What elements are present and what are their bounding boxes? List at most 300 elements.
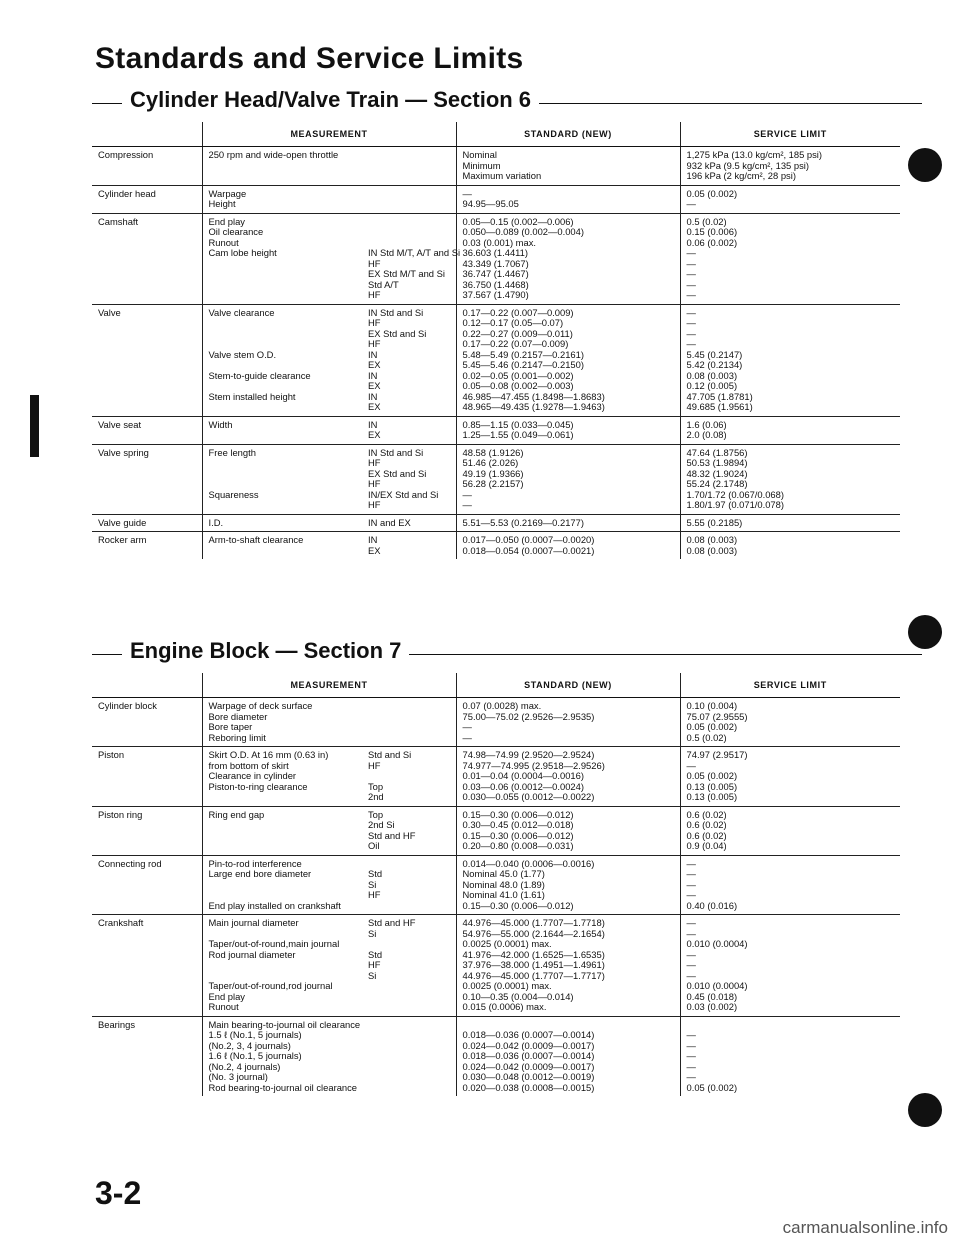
- standard-cell: [456, 532, 680, 560]
- service-limit-line: [687, 1020, 897, 1031]
- condition-line: HF: [368, 499, 381, 510]
- section7-table: [92, 673, 900, 1096]
- condition-line: [368, 1083, 452, 1094]
- service-limit-cell: [680, 855, 900, 915]
- service-limit-cell: [680, 915, 900, 1017]
- service-limit-line: —: [686, 289, 696, 300]
- service-limit-line: 55.24 (2.1748): [686, 478, 748, 489]
- standard-line: 0.05—0.15 (0.002—0.006): [462, 215, 574, 227]
- condition-line: [368, 150, 452, 161]
- standard-line: 37.976—38.000 (1.4951—1.4961): [462, 959, 605, 970]
- condition-line: HF: [368, 289, 381, 300]
- watermark: carmanualsonline.info: [782, 1218, 948, 1237]
- measurement-line: Valve clearance: [208, 306, 275, 318]
- table-row: [92, 698, 900, 747]
- row-item-label: Connecting rod: [92, 855, 202, 915]
- measurement-line: Height: [208, 198, 236, 209]
- measurement-line: Stem-to-guide clearance: [208, 369, 311, 381]
- service-limit-cell: [680, 1016, 900, 1096]
- service-limit-line: 0.5 (0.02): [686, 215, 727, 227]
- measurement-line: Pin-to-rod interference: [208, 857, 302, 869]
- measurement-line: (No.2, 4 journals): [208, 1060, 281, 1072]
- condition-cell: [362, 1016, 456, 1096]
- row-item-label: Camshaft: [92, 213, 202, 304]
- standard-line: —: [462, 721, 472, 732]
- standard-line: 75.00—75.02 (2.9526—2.9535): [462, 710, 595, 722]
- service-limit-line: 49.685 (1.9561): [686, 401, 753, 412]
- service-limit-line: 47.705 (1.8781): [686, 390, 753, 402]
- standard-line: 0.030—0.055 (0.0012—0.0022): [462, 791, 595, 802]
- condition-cell: [362, 698, 456, 747]
- row-item-label: Cylinder block: [98, 700, 157, 711]
- section7-title: Engine Block — Section 7: [122, 638, 409, 664]
- measurement-line: Taper/out-of-round,main journal: [208, 938, 340, 949]
- condition-line: [368, 1020, 452, 1031]
- standard-line: 36.750 (1.4468): [462, 278, 529, 290]
- service-limit-line: —: [686, 948, 696, 960]
- section7-header: [92, 638, 922, 670]
- service-limit-line: —: [686, 1039, 696, 1051]
- measurement-line: Bore taper: [208, 721, 253, 732]
- row-item-label: Valve: [92, 304, 202, 416]
- measurement-header: MEASUREMENT: [202, 122, 456, 147]
- condition-line: EX: [368, 380, 381, 391]
- condition-cell: [362, 806, 456, 855]
- measurement-line: [209, 430, 359, 441]
- table-row: [92, 416, 900, 444]
- condition-cell: [362, 915, 456, 1017]
- service-limit-line: —: [686, 278, 696, 290]
- condition-line: Top: [368, 808, 384, 820]
- condition-line: EX: [368, 401, 381, 412]
- measurement-line: Ring end gap: [208, 808, 265, 820]
- service-limit-line: 5.55 (0.2185): [686, 516, 743, 528]
- standard-line: 43.349 (1.7067): [462, 257, 529, 269]
- row-item-label: Valve spring: [92, 444, 202, 514]
- standard-line: 0.07 (0.0028) max.: [462, 700, 542, 711]
- measurement-line: [209, 381, 359, 392]
- standard-cell: [456, 304, 680, 416]
- standard-line: 0.0025 (0.0001) max.: [462, 980, 552, 991]
- standard-line: 0.30—0.45 (0.012—0.018): [462, 819, 574, 830]
- measurement-line: Valve stem O.D.: [208, 348, 277, 360]
- standard-line: 0.018—0.036 (0.0007—0.0014): [462, 1050, 595, 1061]
- standard-line: 0.018—0.054 (0.0007—0.0021): [462, 544, 595, 556]
- condition-line: HF: [368, 959, 381, 970]
- service-limit-line: 5.45 (0.2147): [686, 348, 743, 360]
- service-limit-line: —: [686, 247, 696, 258]
- measurement-line: Large end bore diameter: [208, 868, 312, 879]
- measurement-line: [209, 792, 359, 803]
- standard-line: 0.015 (0.0006) max.: [462, 1001, 547, 1012]
- service-limit-cell: [680, 806, 900, 855]
- service-limit-line: 0.05 (0.002): [686, 721, 738, 732]
- table-row: [92, 915, 900, 1017]
- measurement-line: [209, 960, 359, 971]
- measurement-cell: [202, 698, 362, 747]
- condition-line: EX Std M/T and Si: [368, 268, 445, 279]
- standard-header: STANDARD (NEW): [456, 122, 680, 147]
- standard-cell: [456, 185, 680, 213]
- measurement-cell: [202, 915, 362, 1017]
- service-limit-line: 2.0 (0.08): [686, 429, 727, 440]
- condition-cell: [362, 304, 456, 416]
- measurement-line: Free length: [208, 446, 256, 458]
- service-limit-line: —: [686, 306, 696, 318]
- service-limit-cell: [680, 213, 900, 304]
- condition-line: IN: [368, 534, 378, 545]
- condition-line: IN: [368, 369, 378, 381]
- condition-line: [368, 992, 452, 1003]
- service-limit-line: 932 kPa (9.5 kg/cm², 135 psi): [686, 159, 809, 171]
- service-limit-line: 0.6 (0.02): [686, 829, 727, 841]
- condition-cell: [362, 416, 456, 444]
- standard-line: 0.10—0.35 (0.004—0.014): [462, 990, 574, 1002]
- measurement-line: [209, 290, 359, 301]
- service-limit-line: 0.12 (0.005): [686, 380, 738, 391]
- measurement-line: Main bearing-to-journal oil clearance: [208, 1018, 361, 1030]
- measurement-line: 250 rpm and wide-open throttle: [208, 149, 339, 160]
- table-row: [92, 185, 900, 213]
- measurement-line: Warpage of deck surface: [208, 700, 313, 711]
- service-limit-line: 0.13 (0.005): [686, 780, 738, 792]
- measurement-line: 1.6 ℓ (No.1, 5 journals): [208, 1050, 302, 1061]
- condition-line: [368, 1062, 452, 1073]
- measurement-line: 1.5 ℓ (No.1, 5 journals): [208, 1029, 302, 1040]
- measurement-cell: [202, 532, 362, 560]
- condition-line: [368, 217, 452, 228]
- condition-line: [368, 189, 452, 200]
- measurement-line: End play: [208, 990, 245, 1002]
- standard-line: 0.0025 (0.0001) max.: [462, 938, 552, 949]
- condition-line: HF: [368, 478, 381, 489]
- condition-line: IN: [368, 418, 378, 430]
- service-limit-line: —: [686, 857, 696, 869]
- condition-line: [368, 701, 452, 712]
- service-limit-line: 0.40 (0.016): [686, 899, 738, 911]
- service-limit-line: 0.05 (0.002): [686, 187, 738, 199]
- table-row: [92, 855, 900, 915]
- condition-line: IN Std and Si: [368, 306, 424, 318]
- condition-line: [368, 227, 452, 238]
- service-limit-line: 48.32 (1.9024): [686, 467, 748, 479]
- table-row: [92, 514, 900, 532]
- standard-line: 41.976—42.000 (1.6525—1.6535): [462, 948, 605, 960]
- measurement-line: Rod bearing-to-journal oil clearance: [208, 1081, 358, 1093]
- measurement-line: [209, 890, 359, 901]
- condition-line: [368, 722, 452, 733]
- service-limit-line: —: [686, 257, 696, 269]
- condition-line: [368, 1041, 452, 1052]
- standard-line: 0.15—0.30 (0.006—0.012): [462, 829, 574, 841]
- standard-line: 0.17—0.22 (0.07—0.009): [462, 338, 569, 349]
- service-limit-line: 0.08 (0.003): [686, 369, 738, 381]
- condition-line: [368, 1072, 452, 1083]
- measurement-line: Rod journal diameter: [208, 948, 296, 960]
- condition-line: Si: [368, 969, 377, 981]
- standard-line: 74.98—74.99 (2.9520—2.9524): [462, 749, 595, 760]
- measurement-cell: [202, 855, 362, 915]
- measurement-line: End play: [208, 215, 245, 227]
- condition-cell: [362, 514, 456, 532]
- measurement-line: from bottom of skirt: [208, 759, 289, 771]
- service-limit-cell: [680, 514, 900, 532]
- measurement-line: Clearance in cylinder: [208, 770, 297, 781]
- standard-cell: [456, 855, 680, 915]
- measurement-cell: [202, 304, 362, 416]
- measurement-line: (No.2, 3, 4 journals): [208, 1039, 291, 1051]
- standard-line: 54.976—55.000 (2.1644—2.1654): [462, 927, 605, 939]
- condition-line: EX Std and Si: [368, 467, 427, 479]
- condition-line: 2nd: [368, 791, 384, 802]
- service-limit-line: —: [686, 327, 696, 339]
- service-limit-line: 5.42 (0.2134): [686, 359, 743, 370]
- service-limit-line: 0.10 (0.004): [686, 700, 738, 711]
- standard-line: —: [462, 187, 472, 199]
- measurement-line: Arm-to-shaft clearance: [208, 534, 304, 545]
- condition-line: Oil: [368, 840, 380, 851]
- measurement-line: Bore diameter: [208, 710, 268, 722]
- condition-cell: [362, 147, 456, 186]
- measurement-line: Cam lobe height: [208, 247, 277, 258]
- table-row: [92, 444, 900, 514]
- measurement-line: Taper/out-of-round,rod journal: [208, 980, 333, 991]
- condition-line: [368, 712, 452, 723]
- service-limit-line: —: [686, 927, 696, 939]
- service-limit-cell: [680, 747, 900, 807]
- standard-line: 0.05—0.08 (0.002—0.003): [462, 380, 574, 391]
- condition-line: 2nd Si: [368, 819, 395, 830]
- condition-line: HF: [368, 457, 381, 468]
- standard-line: 5.48—5.49 (0.2157—0.2161): [462, 348, 584, 360]
- measurement-line: End play installed on crankshaft: [208, 899, 341, 911]
- row-item-label: Bearings: [92, 1016, 202, 1096]
- measurement-line: Skirt O.D. At 16 mm (0.63 in): [208, 749, 329, 760]
- service-limit-header: SERVICE LIMIT: [680, 122, 900, 147]
- standard-header: STANDARD (NEW): [456, 673, 680, 698]
- standard-line: 5.51—5.53 (0.2169—0.2177): [462, 516, 584, 528]
- measurement-line: [209, 360, 359, 371]
- condition-line: Top: [368, 780, 384, 792]
- condition-line: IN: [368, 390, 378, 402]
- service-limit-line: 0.03 (0.002): [686, 1001, 738, 1012]
- service-limit-line: 0.08 (0.003): [686, 534, 738, 545]
- measurement-cell: [202, 416, 362, 444]
- standard-line: 94.95—95.05: [462, 198, 519, 209]
- standard-line: 74.977—74.995 (2.9518—2.9526): [462, 759, 605, 771]
- standard-line: 0.018—0.036 (0.0007—0.0014): [462, 1029, 595, 1040]
- blank-header: [92, 122, 202, 147]
- condition-line: Std A/T: [368, 278, 399, 290]
- condition-cell: [362, 532, 456, 560]
- standard-line: 46.985—47.455 (1.8498—1.8683): [462, 390, 605, 402]
- measurement-line: Width: [208, 418, 233, 430]
- condition-cell: [362, 747, 456, 807]
- condition-line: EX Std and Si: [368, 327, 427, 339]
- service-limit-header: SERVICE LIMIT: [680, 673, 900, 698]
- row-item-label: Piston ring: [92, 806, 202, 855]
- measurement-line: (No. 3 journal): [208, 1071, 268, 1082]
- service-limit-cell: [680, 698, 900, 747]
- standard-cell: [456, 915, 680, 1017]
- service-limit-line: 0.010 (0.0004): [686, 980, 748, 991]
- table-row: [92, 304, 900, 416]
- service-limit-line: 0.06 (0.002): [686, 236, 738, 248]
- standard-cell: [456, 416, 680, 444]
- binder-hole-top: [908, 148, 942, 182]
- standard-line: 36.603 (1.4411): [462, 247, 529, 258]
- standard-cell: [456, 1016, 680, 1096]
- measurement-line: [209, 458, 359, 469]
- service-limit-cell: [680, 532, 900, 560]
- standard-line: 0.20—0.80 (0.008—0.031): [462, 840, 574, 851]
- measurement-line: [209, 479, 359, 490]
- table-row: [92, 532, 900, 560]
- service-limit-line: 1.6 (0.06): [686, 418, 727, 430]
- standard-line: 51.46 (2.026): [462, 457, 519, 468]
- service-limit-line: —: [686, 1071, 696, 1082]
- condition-line: Std and Si: [368, 749, 412, 760]
- standard-line: —: [462, 499, 472, 510]
- standard-line: 0.030—0.048 (0.0012—0.0019): [462, 1071, 595, 1082]
- standard-line: 0.03 (0.001) max.: [462, 236, 536, 248]
- service-limit-line: 0.15 (0.006): [686, 226, 738, 237]
- measurement-cell: [202, 514, 362, 532]
- row-item-label: Crankshaft: [92, 915, 202, 1017]
- condition-line: IN Std M/T, A/T and Si: [368, 247, 461, 258]
- measurement-line: Piston-to-ring clearance: [208, 780, 308, 792]
- standard-line: 0.02—0.05 (0.001—0.002): [462, 369, 574, 381]
- standard-line: —: [462, 731, 472, 743]
- standard-cell: [456, 698, 680, 747]
- measurement-cell: [202, 747, 362, 807]
- condition-line: Std: [368, 948, 383, 960]
- measurement-line: [209, 880, 359, 891]
- service-limit-line: 50.53 (1.9894): [686, 457, 748, 468]
- condition-line: [368, 199, 452, 210]
- standard-cell: [456, 444, 680, 514]
- standard-cell: [456, 806, 680, 855]
- standard-line: —: [462, 488, 472, 500]
- service-limit-line: 0.9 (0.04): [686, 840, 727, 851]
- row-item-label: Rocker arm: [92, 532, 202, 560]
- standard-line: 0.017—0.050 (0.0007—0.0020): [462, 534, 595, 545]
- service-limit-line: —: [686, 759, 696, 771]
- standard-line: 36.747 (1.4467): [462, 268, 529, 279]
- condition-line: Std and HF: [368, 917, 416, 928]
- measurement-line: Reboring limit: [208, 731, 266, 743]
- standard-line: 0.024—0.042 (0.0009—0.0017): [462, 1039, 595, 1051]
- measurement-cell: [202, 1016, 362, 1096]
- standard-cell: [456, 213, 680, 304]
- binder-hole-bottom: [908, 1093, 942, 1127]
- row-item-label: Valve seat: [92, 416, 202, 444]
- service-limit-line: 1.70/1.72 (0.067/0.068): [686, 488, 784, 500]
- service-limit-line: 0.08 (0.003): [686, 544, 738, 556]
- standard-line: 0.85—1.15 (0.033—0.045): [462, 418, 574, 430]
- service-limit-line: —: [686, 889, 696, 900]
- measurement-line: [209, 841, 359, 852]
- service-limit-line: —: [686, 317, 696, 328]
- table-row: [92, 213, 900, 304]
- standard-line: Maximum variation: [462, 170, 542, 181]
- service-limit-line: 0.010 (0.0004): [686, 938, 748, 949]
- row-item-label: Piston: [92, 747, 202, 807]
- standard-line: 44.976—45.000 (1.7707—1.7717): [462, 969, 605, 981]
- standard-line: 5.45—5.46 (0.2147—0.2150): [462, 359, 584, 370]
- measurement-line: [209, 269, 359, 280]
- condition-line: Si: [368, 878, 377, 890]
- measurement-line: Oil clearance: [208, 226, 264, 237]
- standard-line: 48.965—49.435 (1.9278—1.9463): [462, 401, 605, 412]
- row-item-label: Valve guide: [92, 514, 202, 532]
- service-limit-line: —: [686, 1029, 696, 1040]
- measurement-cell: [202, 806, 362, 855]
- page-number: 3-2: [95, 1175, 142, 1211]
- condition-line: Si: [368, 927, 377, 939]
- standard-line: 37.567 (1.4790): [462, 289, 529, 300]
- measurement-line: [209, 280, 359, 291]
- table-row: [92, 147, 900, 186]
- standard-line: Minimum: [462, 159, 501, 171]
- service-limit-line: 0.5 (0.02): [686, 731, 727, 743]
- condition-line: IN/EX Std and Si: [368, 488, 439, 500]
- table-row: [92, 806, 900, 855]
- measurement-line: [209, 329, 359, 340]
- row-item-label: Cylinder head: [92, 185, 202, 213]
- condition-cell: [362, 855, 456, 915]
- table-row: [92, 747, 900, 807]
- condition-line: [368, 1051, 452, 1062]
- measurement-header: MEASUREMENT: [202, 673, 456, 698]
- condition-line: HF: [368, 317, 381, 328]
- measurement-line: Runout: [208, 1001, 239, 1012]
- condition-line: [368, 771, 452, 782]
- measurement-line: I.D.: [208, 516, 224, 528]
- standard-line: 0.15—0.30 (0.006—0.012): [462, 899, 574, 911]
- condition-line: EX: [368, 429, 381, 440]
- service-limit-line: —: [686, 1050, 696, 1061]
- condition-line: [368, 901, 452, 912]
- service-limit-line: —: [686, 198, 696, 209]
- standard-line: 49.19 (1.9366): [462, 467, 524, 479]
- standard-line: 48.58 (1.9126): [462, 446, 524, 458]
- service-limit-line: 1.80/1.97 (0.071/0.078): [686, 499, 784, 510]
- service-limit-cell: [680, 304, 900, 416]
- condition-line: IN Std and Si: [368, 446, 424, 458]
- measurement-line: [209, 259, 359, 270]
- condition-line: [368, 1002, 452, 1013]
- service-limit-cell: [680, 185, 900, 213]
- page-title: Standards and Service Limits: [95, 42, 524, 75]
- standard-line: Nominal 48.0 (1.89): [462, 878, 545, 890]
- service-limit-line: —: [686, 268, 696, 279]
- measurement-line: [209, 339, 359, 350]
- measurement-cell: [202, 185, 362, 213]
- standard-line: 0.12—0.17 (0.05—0.07): [462, 317, 564, 328]
- standard-line: 0.020—0.038 (0.0008—0.0015): [462, 1081, 595, 1093]
- standard-line: 0.22—0.27 (0.009—0.011): [462, 327, 573, 339]
- condition-line: IN and EX: [368, 516, 411, 528]
- service-limit-line: 47.64 (1.8756): [686, 446, 748, 458]
- service-limit-line: 0.6 (0.02): [686, 819, 727, 830]
- service-limit-line: —: [686, 868, 696, 879]
- measurement-line: [209, 831, 359, 842]
- service-limit-line: 75.07 (2.9555): [686, 710, 748, 722]
- condition-line: [368, 939, 452, 950]
- standard-line: 0.014—0.040 (0.0006—0.0016): [462, 857, 595, 869]
- standard-line: Nominal 41.0 (1.61): [462, 889, 545, 900]
